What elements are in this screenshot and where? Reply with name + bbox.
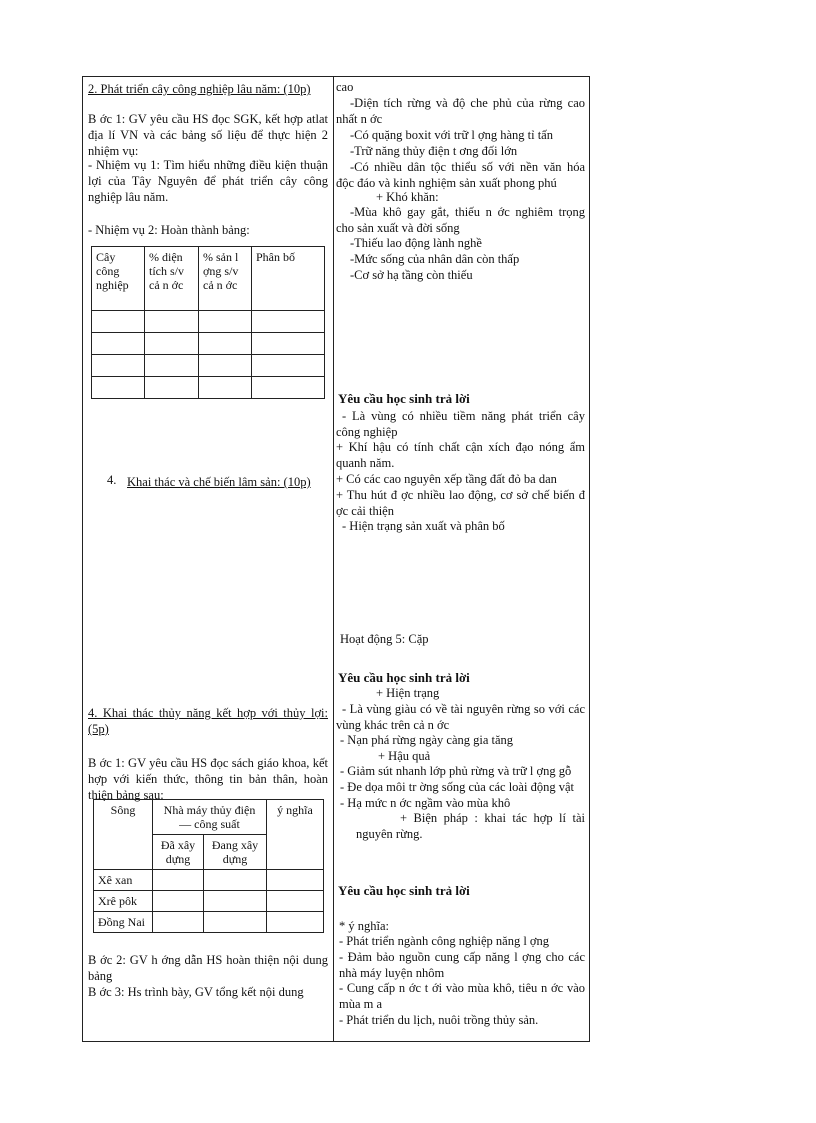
crop-table — [91, 246, 325, 399]
section-2-task-1: - Nhiệm vụ 1: Tìm hiểu những điều kiện thuận lợi của Tây Nguyên để phát triển cây công nghiệp lâu năm. — [88, 158, 328, 204]
answer-line: + Hậu quả — [378, 749, 431, 763]
table-header: % diện tích s/v cả n ớc — [145, 247, 199, 311]
table-header: Sông — [94, 800, 153, 870]
instruction-heading: Yêu cầu học sinh trả lời — [338, 391, 470, 406]
right-line: -Mức sống của nhân dân còn thấp — [350, 252, 520, 266]
right-line: -Có quặng boxit với trữ l ợng hàng tỉ tấn — [350, 128, 553, 142]
answer-line: + Khí hậu có tính chất cận xích đạo nóng ẩm quanh năm. — [336, 440, 585, 470]
answer-line: + Có các cao nguyên xếp tầng đất đỏ ba dan — [336, 472, 557, 486]
right-line: + Khó khăn: — [376, 190, 439, 204]
right-line: -Cơ sở hạ tầng còn thiếu — [350, 268, 473, 282]
answer-line: - Đe dọa môi tr ờng sống của các loài động vật — [340, 780, 574, 794]
answer-line: - Là vùng có nhiều tiềm năng phát triển cây công nghiệp — [336, 409, 585, 439]
answer-line: - Cung cấp n ớc t ới vào mùa khô, tiêu n ớc vào mùa m a — [339, 981, 585, 1011]
answer-line: + Hiện trạng — [376, 686, 440, 700]
table-row — [94, 891, 324, 912]
table-row — [92, 355, 325, 377]
section-4b-step-1: B ớc 1: GV yêu cầu HS đọc sách giáo khoa, kết hợp với kiến thức, thông tin bản thân, hoàn thiện bảng sau: — [88, 756, 328, 802]
table-header: Đã xây dựng — [153, 835, 204, 870]
section-4b-step-2: B ớc 2: GV h ớng dẫn HS hoàn thiện nội dung bảng — [88, 953, 328, 983]
answer-line: - Đảm bảo nguồn cung cấp năng l ợng cho các nhà máy luyện nhôm — [339, 950, 585, 980]
table-header: ý nghĩa — [267, 800, 324, 870]
table-row — [94, 912, 324, 933]
right-line: cao — [336, 80, 354, 94]
section-4a-number: 4. — [107, 473, 117, 487]
table-row — [92, 333, 325, 355]
column-divider — [333, 76, 334, 1042]
answer-line: - Phát triển ngành công nghiệp năng l ợng — [339, 934, 550, 948]
section-2-task-2: - Nhiệm vụ 2: Hoàn thành bảng: — [88, 223, 250, 237]
section-4a-heading: Khai thác và chế biến lâm sản: (10p) — [127, 475, 311, 489]
section-4b-heading: 4. Khai thác thủy năng kết hợp với thủy lợi: (5p) — [88, 706, 328, 736]
right-line: -Mùa khô gay gắt, thiếu n ớc nghiêm trọng cho sản xuất và đời sống — [336, 205, 585, 235]
answer-line: - Giảm sút nhanh lớp phủ rừng và trữ l ợng gỗ — [340, 764, 572, 778]
right-line: -Thiếu lao động lành nghề — [350, 236, 482, 250]
answer-line: - Hiện trạng sản xuất và phân bố — [342, 519, 505, 533]
right-line: -Có nhiều dân tộc thiểu số với nền văn hóa độc đáo và kinh nghiệm sản xuất phong phú — [336, 160, 585, 190]
hydro-table — [93, 799, 324, 933]
table-cell: Xrê pôk — [94, 891, 153, 912]
answer-line: * ý nghĩa: — [339, 919, 389, 933]
table-cell: Xê xan — [94, 870, 153, 891]
answer-line: - Là vùng giàu có về tài nguyên rừng so với các vùng khác trên cả n ớc — [336, 702, 585, 732]
table-cell: Đồng Nai — [94, 912, 153, 933]
instruction-heading: Yêu cầu học sinh trả lời — [338, 883, 470, 898]
answer-line: - Hạ mức n ớc ngầm vào mùa khô — [340, 796, 511, 810]
table-row — [92, 247, 325, 311]
table-row — [92, 311, 325, 333]
right-line: -Diện tích rừng và độ che phủ của rừng cao nhất n ớc — [336, 96, 585, 126]
activity-5-label: Hoạt động 5: Cặp — [340, 632, 429, 646]
answer-line: + Biện pháp : khai tác hợp lí tài nguyên rừng. — [356, 811, 585, 841]
table-header: Nhà máy thủy điện — công suất — [153, 800, 267, 835]
section-2-heading: 2. Phát triển cây công nghiệp lâu năm: (10p) — [88, 82, 311, 96]
answer-line: - Phát triển du lịch, nuôi trồng thủy sản. — [339, 1013, 539, 1027]
table-header: Cây công nghiệp — [92, 247, 145, 311]
answer-line: - Nạn phá rừng ngày càng gia tăng — [340, 733, 514, 747]
table-header: Đang xây dựng — [204, 835, 267, 870]
right-line: -Trữ năng thủy điện t ơng đối lớn — [350, 144, 518, 158]
table-row — [92, 377, 325, 399]
table-row — [94, 870, 324, 891]
instruction-heading: Yêu cầu học sinh trả lời — [338, 670, 470, 685]
section-2-step-1: B ớc 1: GV yêu cầu HS đọc SGK, kết hợp atlat địa lí VN và các bảng số liệu để thực hiện 2 nhiệm vụ: — [88, 112, 328, 158]
table-row — [94, 800, 324, 835]
section-4b-step-3: B ớc 3: Hs trình bày, GV tổng kết nội dung — [88, 985, 304, 999]
table-header: % sản l ợng s/v cả n ớc — [199, 247, 252, 311]
answer-line: + Thu hút đ ợc nhiều lao động, cơ sở chế biến đ ợc cải thiện — [336, 488, 585, 518]
table-header: Phân bố — [252, 247, 325, 311]
